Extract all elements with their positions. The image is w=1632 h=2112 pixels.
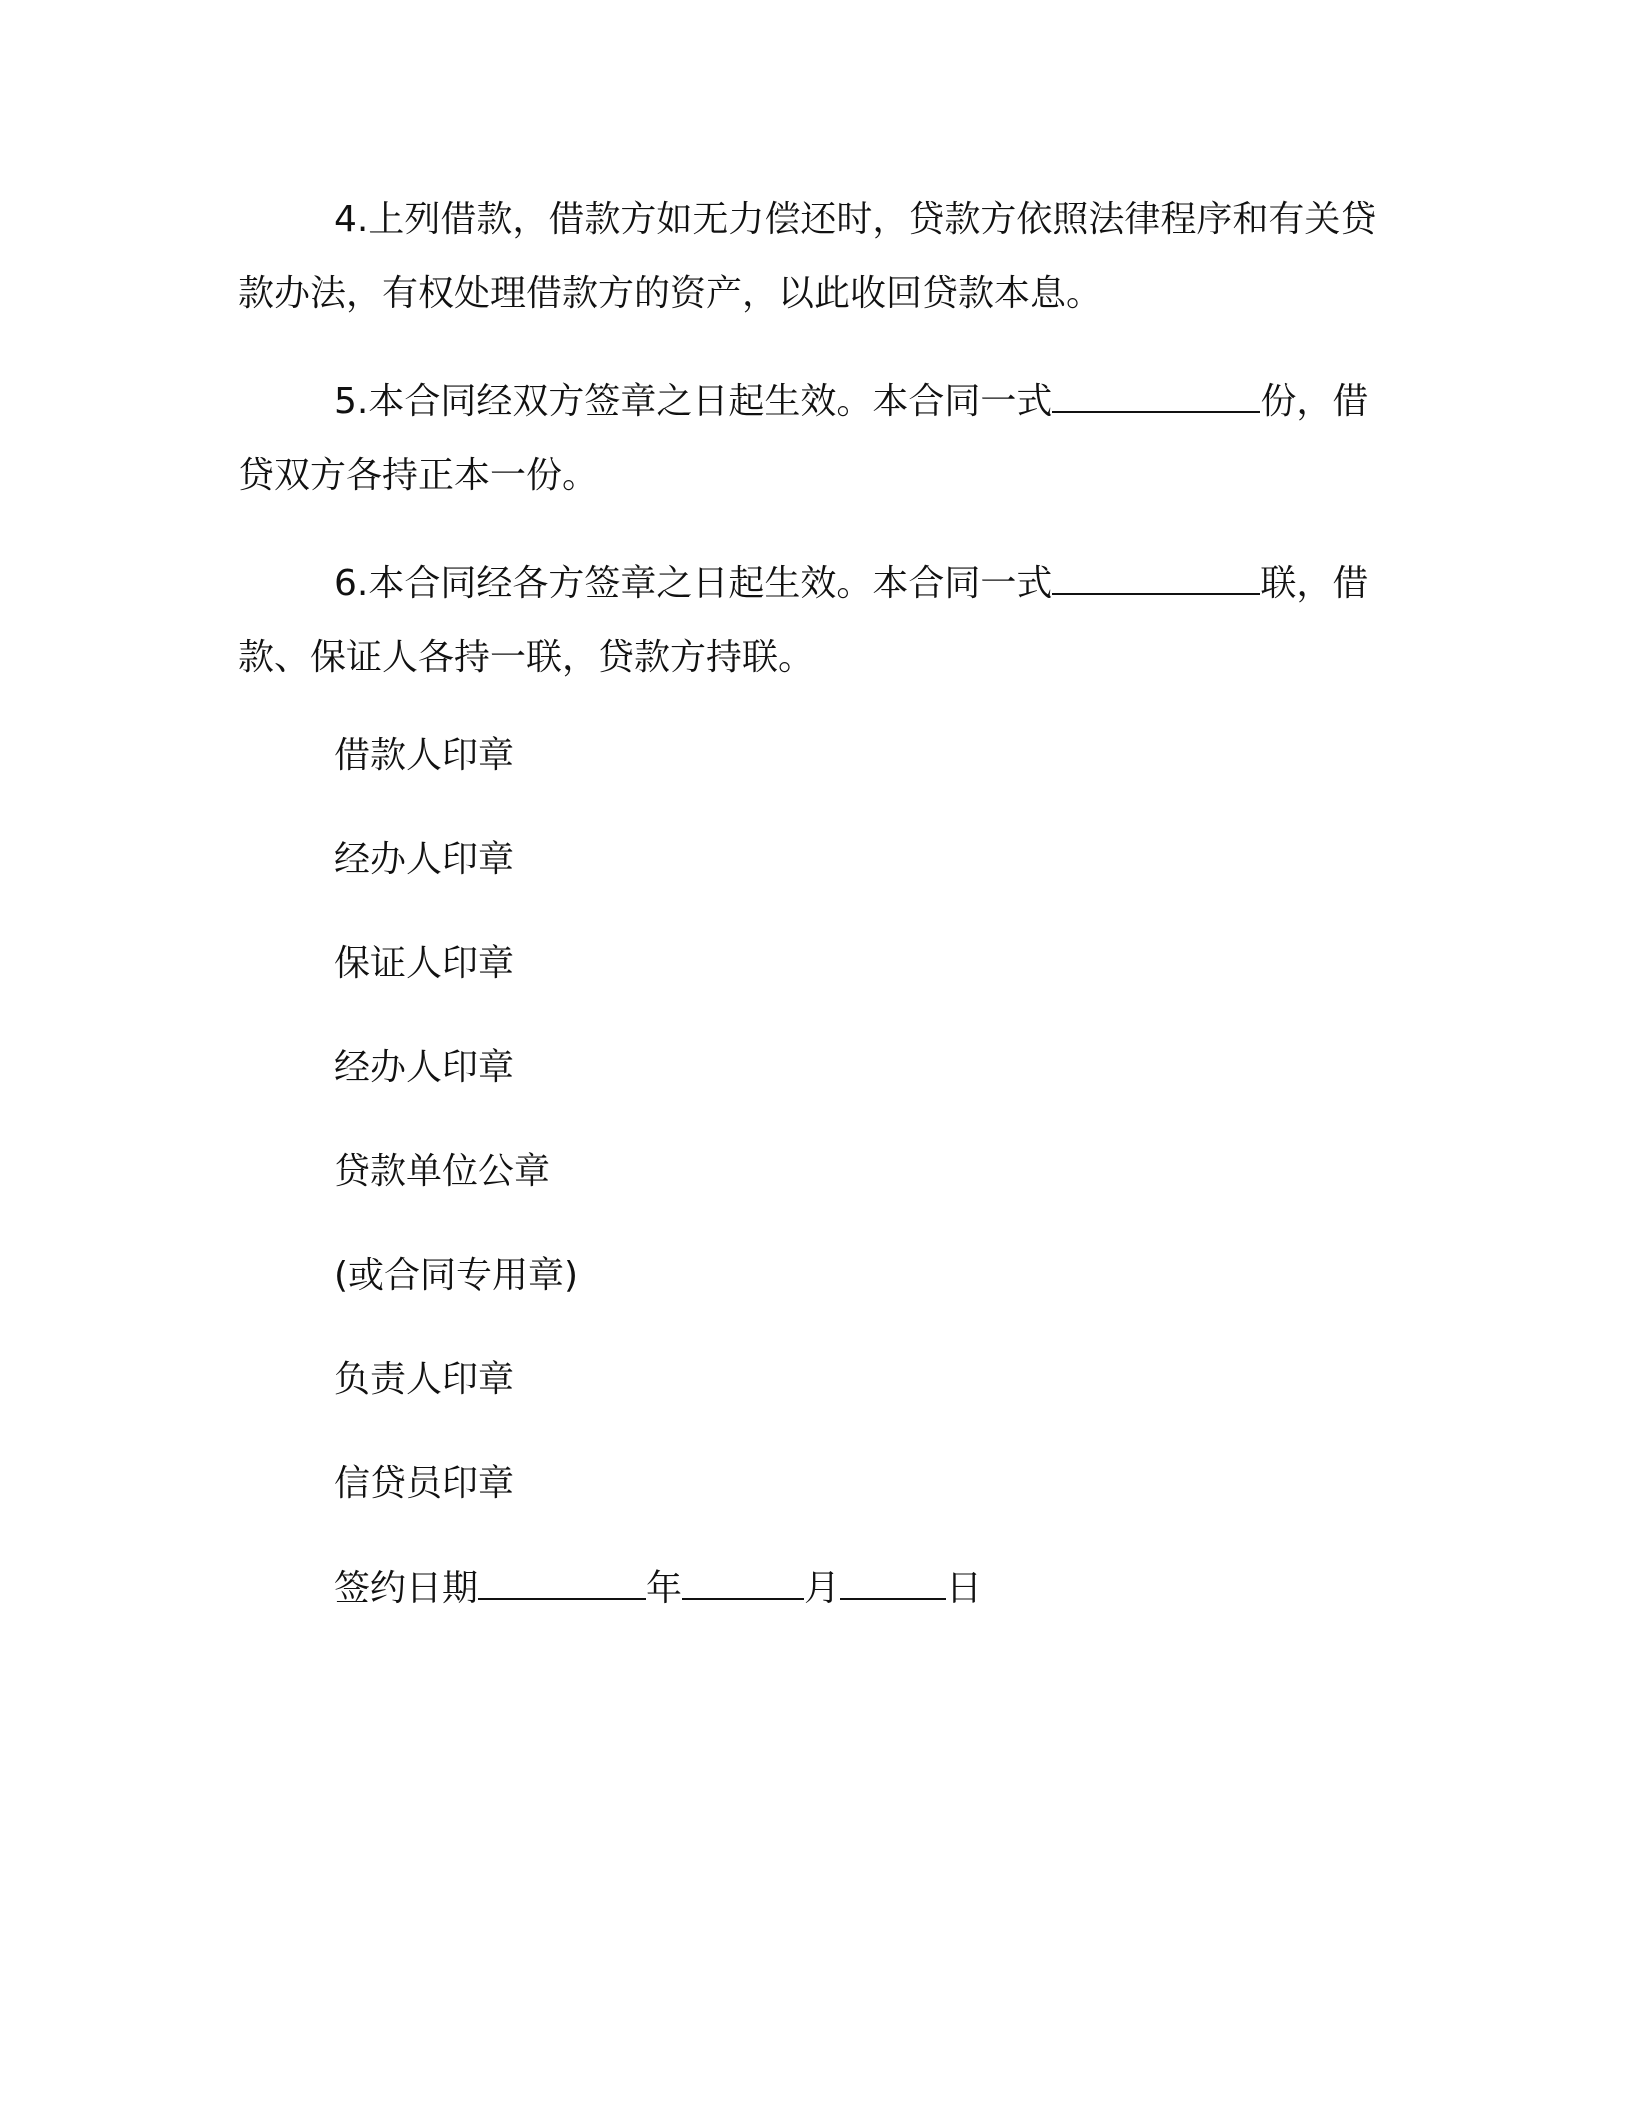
signing-date-line (334, 1564, 982, 1613)
borrower-seal-label: 借款人印章 (334, 735, 515, 776)
clause-5-text-after: 份，借贷双方各持正本一份。 (238, 381, 1369, 496)
clause-5-text-before: 5.本合同经双方签章之日起生效。本合同一式 (334, 381, 1053, 422)
day-blank (840, 1564, 946, 1600)
counterparts-blank (1052, 559, 1260, 595)
year-blank (478, 1564, 646, 1600)
signing-date-label: 签约日期 (334, 1568, 479, 1609)
responsible-person-seal-label: 负责人印章 (334, 1359, 515, 1400)
clause-4 (238, 183, 1388, 331)
clause-6-text-after: 联，借款、保证人各持一联，贷款方持联。 (238, 563, 1369, 678)
clause-6 (238, 547, 1388, 695)
clause-6-text-before: 6.本合同经各方签章之日起生效。本合同一式 (334, 563, 1053, 604)
year-label: 年 (646, 1568, 683, 1609)
guarantor-handler-seal-label: 经办人印章 (334, 1047, 515, 1088)
guarantor-seal-label: 保证人印章 (334, 943, 515, 984)
month-label: 月 (804, 1568, 841, 1609)
contract-seal-note: (或合同专用章) (334, 1255, 579, 1296)
borrower-handler-seal-label: 经办人印章 (334, 839, 515, 880)
copies-blank (1052, 377, 1260, 413)
month-blank (682, 1564, 804, 1600)
clause-4-text: 4.上列借款，借款方如无力偿还时，贷款方依照法律程序和有关贷款办法，有权处理借款方的资产，以此收回贷款本息。 (238, 199, 1377, 314)
day-label: 日 (946, 1568, 983, 1609)
credit-officer-seal-label: 信贷员印章 (334, 1463, 515, 1504)
clause-5 (238, 365, 1388, 513)
lender-official-seal-label: 贷款单位公章 (334, 1151, 551, 1192)
